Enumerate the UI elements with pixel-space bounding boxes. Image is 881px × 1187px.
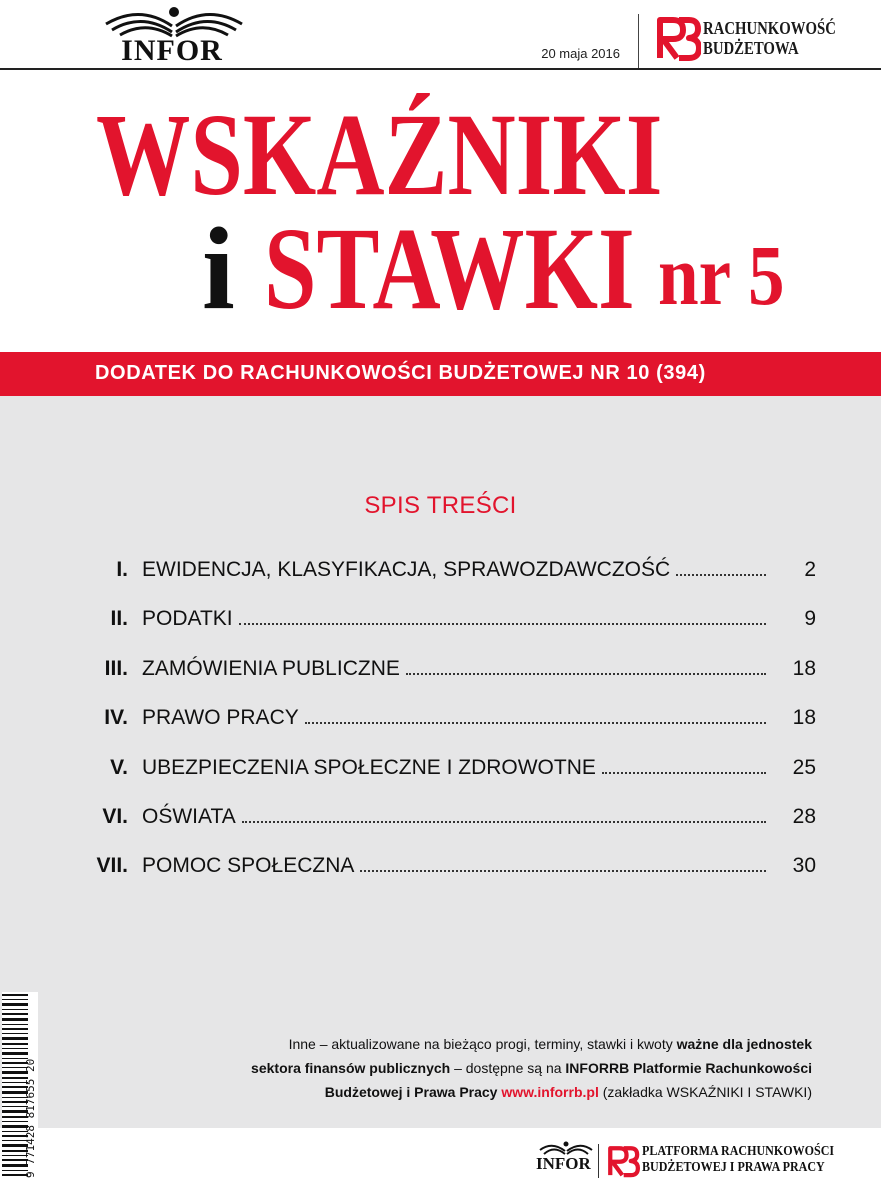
supplement-banner bbox=[0, 352, 881, 396]
barcode-digits: 9 771428 817655 20 bbox=[24, 1058, 37, 1178]
note-line1 bbox=[220, 1032, 812, 1056]
toc-item[interactable] bbox=[92, 657, 816, 687]
rb-mark-icon bbox=[606, 1144, 640, 1178]
toc-item-page: 25 bbox=[792, 756, 816, 779]
toc-item-title: OŚWIATA bbox=[142, 805, 236, 828]
toc-item-number: V. bbox=[110, 756, 128, 779]
toc-item[interactable] bbox=[92, 558, 816, 588]
note-bold: INFORRB Platformie Rachunkowości bbox=[565, 1060, 812, 1076]
note-line3 bbox=[220, 1080, 812, 1104]
note-bold: sektora finansów publicznych bbox=[251, 1060, 451, 1076]
toc-item-title: EWIDENCJA, KLASYFIKACJA, SPRAWOZDAWCZOŚĆ bbox=[142, 558, 671, 581]
toc-item[interactable] bbox=[92, 607, 816, 637]
rachunkowosc-budzetowa-logo bbox=[655, 14, 855, 64]
toc-leader-dots bbox=[305, 721, 766, 724]
toc-leader-dots bbox=[676, 573, 766, 576]
note-text: Inne – aktualizowane na bieżąco progi, terminy, stawki i kwoty bbox=[288, 1036, 677, 1052]
toc-item-number: II. bbox=[110, 607, 128, 630]
platform-note bbox=[220, 1032, 812, 1104]
toc-item-page: 9 bbox=[804, 607, 816, 630]
toc-leader-dots bbox=[239, 622, 766, 625]
title-line1: WSKAŹNIKI bbox=[96, 89, 663, 220]
toc-item-page: 28 bbox=[792, 805, 816, 828]
toc-leader-dots bbox=[242, 820, 766, 823]
toc-item[interactable] bbox=[92, 805, 816, 835]
toc-item-title: PODATKI bbox=[142, 607, 233, 630]
toc-item[interactable] bbox=[92, 706, 816, 736]
toc-item-number: I. bbox=[116, 558, 128, 581]
infor-logo bbox=[92, 4, 252, 67]
toc-item-title: PRAWO PRACY bbox=[142, 706, 299, 729]
title-line2: STAWKI bbox=[264, 203, 635, 334]
toc-item-number: IV. bbox=[104, 706, 128, 729]
note-bold: ważne dla jednostek bbox=[676, 1036, 812, 1052]
banner-text: DODATEK DO RACHUNKOWOŚCI BUDŻETOWEJ NR 10 (394) bbox=[95, 362, 706, 384]
rb-mark-icon bbox=[655, 14, 701, 62]
toc-heading: SPIS TREŚCI bbox=[364, 492, 517, 519]
toc-item-title: POMOC SPOŁECZNA bbox=[142, 854, 355, 877]
header-divider bbox=[638, 14, 639, 68]
toc-item[interactable] bbox=[92, 854, 816, 884]
footer-divider bbox=[598, 1144, 599, 1178]
rb-logo-line2: BUDŻETOWA bbox=[703, 38, 799, 58]
toc-item-number: VII. bbox=[96, 854, 128, 877]
footer-infor-text: INFOR bbox=[536, 1154, 591, 1173]
note-bold: Budżetowej i Prawa Pracy bbox=[324, 1084, 502, 1100]
toc-item-page: 2 bbox=[804, 558, 816, 581]
issue-date: 20 maja 2016 bbox=[541, 46, 620, 61]
toc-item-number: VI. bbox=[102, 805, 128, 828]
note-line2 bbox=[220, 1056, 812, 1080]
toc-item-page: 18 bbox=[792, 657, 816, 680]
platform-link[interactable]: www.inforrb.pl bbox=[501, 1084, 599, 1100]
issue-number: nr 5 bbox=[658, 227, 785, 323]
barcode bbox=[2, 992, 38, 1182]
footer-platform-line2: BUDŻETOWEJ I PRAWA PRACY bbox=[642, 1160, 825, 1175]
toc-item-number: III. bbox=[104, 657, 128, 680]
footer-platform-text bbox=[642, 1144, 834, 1176]
toc-item-title: UBEZPIECZENIA SPOŁECZNE I ZDROWOTNE bbox=[142, 756, 596, 779]
note-text: (zakładka WSKAŹNIKI I STAWKI) bbox=[598, 1084, 812, 1100]
toc-item-page: 18 bbox=[792, 706, 816, 729]
toc-leader-dots bbox=[406, 672, 766, 675]
rb-logo-line1: RACHUNKOWOŚĆ bbox=[703, 18, 836, 38]
toc-leader-dots bbox=[602, 771, 766, 774]
footer-platform-line1: PLATFORMA RACHUNKOWOŚCI bbox=[642, 1144, 835, 1159]
note-text: – dostępne są na bbox=[450, 1060, 566, 1076]
rb-logo-text bbox=[703, 18, 836, 58]
toc-item[interactable] bbox=[92, 756, 816, 786]
infor-logo-text: INFOR bbox=[121, 34, 223, 67]
toc-item-title: ZAMÓWIENIA PUBLICZNE bbox=[142, 657, 400, 680]
platform-logo bbox=[536, 1140, 835, 1182]
top-rule bbox=[0, 68, 881, 70]
title-conjunction: i bbox=[202, 203, 235, 334]
toc-item-page: 30 bbox=[792, 854, 816, 877]
toc-leader-dots bbox=[360, 869, 766, 872]
infor-wing-icon bbox=[100, 4, 248, 38]
